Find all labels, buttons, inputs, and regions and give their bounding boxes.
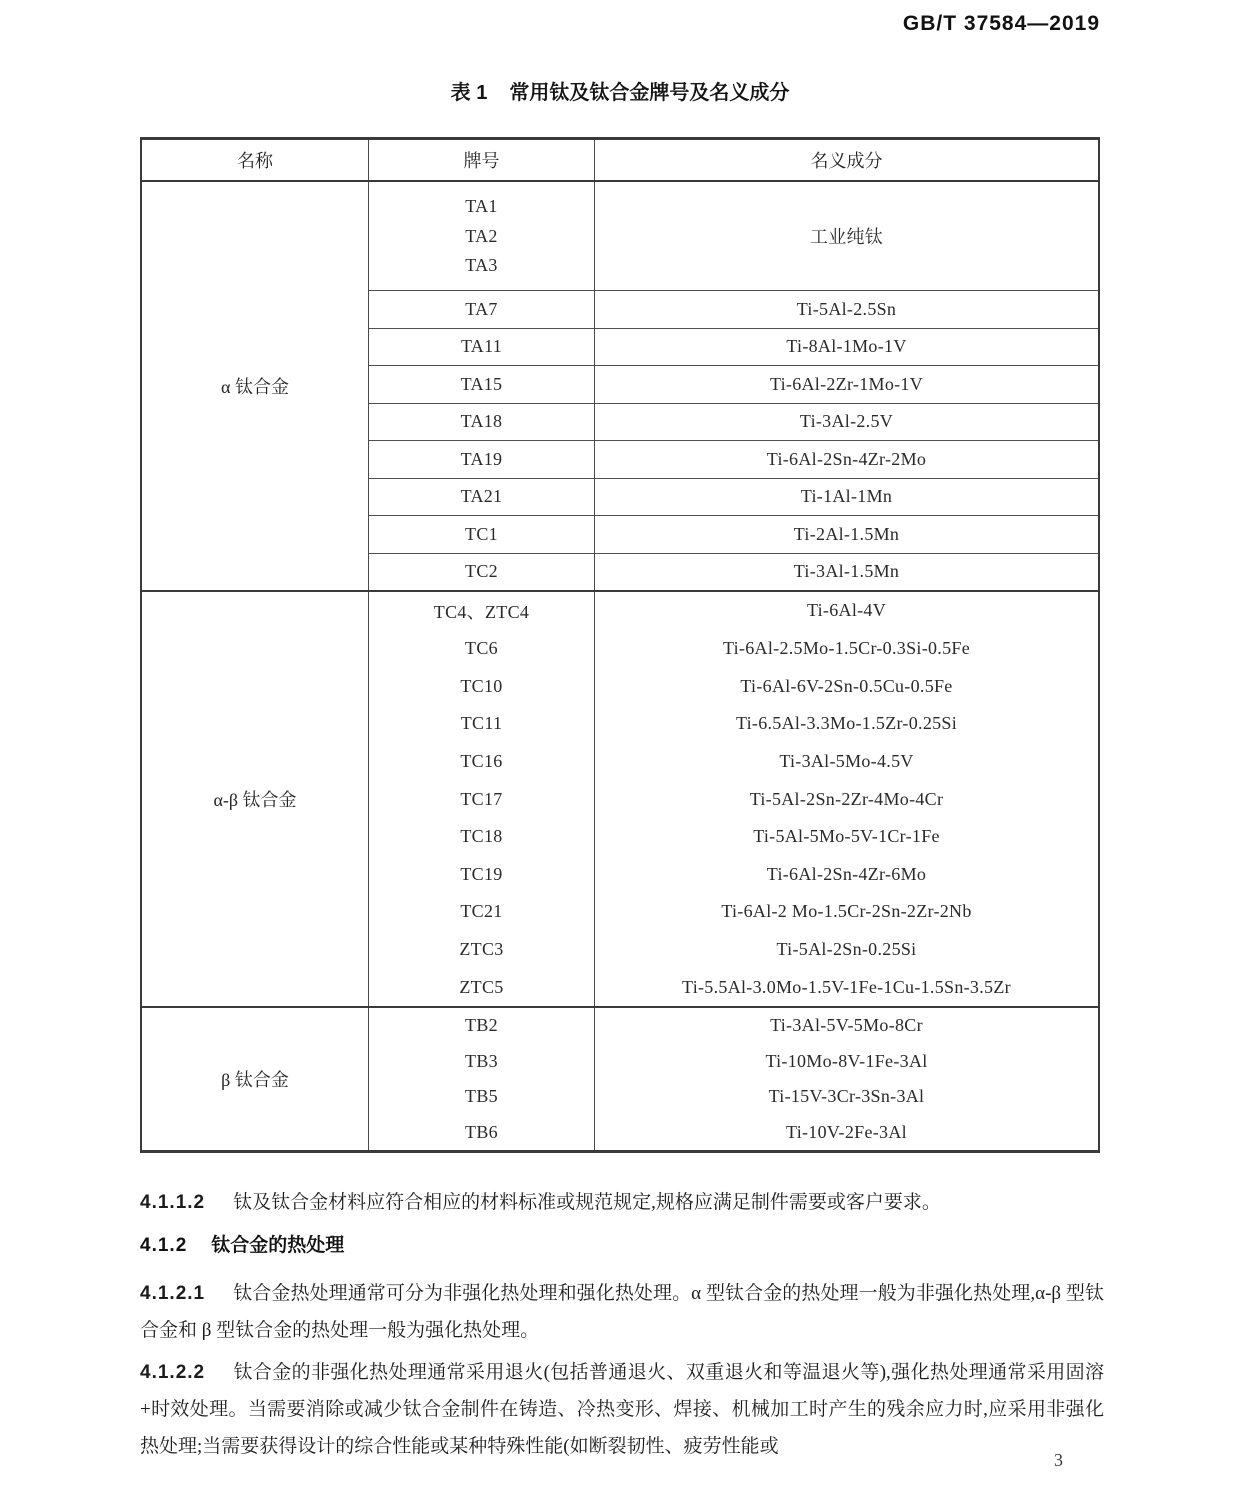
composition-cell: Ti-15V-3Cr-3Sn-3Al	[768, 1086, 925, 1107]
table-body	[142, 182, 1098, 1150]
grade-cell: TC2	[369, 554, 595, 591]
table-title-label: 表 1	[450, 82, 488, 104]
composition-cell: Ti-6Al-2Sn-4Zr-2Mo	[766, 448, 927, 469]
section-4-1-1-2	[140, 1184, 1104, 1221]
table-row	[369, 291, 1098, 329]
composition-cell: Ti-8Al-1Mo-1V	[786, 336, 907, 357]
section-4-1-2-2	[140, 1354, 1104, 1465]
composition-cell: Ti-10Mo-8V-1Fe-3Al	[765, 1050, 928, 1071]
table-row	[369, 743, 1098, 781]
grade-cell: TA18	[369, 404, 595, 441]
standard-number: GB/T 37584—2019	[902, 12, 1100, 35]
table-row	[369, 441, 1098, 479]
section-4-1-2-1	[140, 1275, 1104, 1349]
composition-cell: Ti-3Al-5Mo-4.5V	[779, 750, 914, 771]
grade-cell: TC16	[369, 743, 595, 781]
composition-cell: Ti-5Al-2Sn-0.25Si	[776, 939, 917, 960]
grade-cell: ZTC5	[369, 968, 595, 1006]
grade-cell: TA11	[369, 329, 595, 366]
composition-cell: Ti-6Al-6V-2Sn-0.5Cu-0.5Fe	[740, 675, 953, 696]
heading-text: 钛合金的热处理	[211, 1235, 345, 1256]
table-group	[142, 592, 1098, 1008]
group-name-cell: β 钛合金	[142, 1008, 369, 1150]
grade-cell: TC19	[369, 855, 595, 893]
composition-cell: Ti-5Al-2.5Sn	[796, 298, 897, 319]
table-row	[369, 780, 1098, 818]
paragraph-number: 4.1.2.1	[140, 1283, 206, 1304]
table-title	[0, 76, 1240, 105]
composition-cell: Ti-5Al-2Sn-2Zr-4Mo-4Cr	[749, 788, 944, 809]
grade-cell: TA7	[369, 291, 595, 328]
grade-cell: TC1	[369, 516, 595, 553]
table-row	[369, 667, 1098, 705]
composition-cell: Ti-3Al-1.5Mn	[793, 561, 900, 582]
heading-number: 4.1.2	[140, 1235, 188, 1256]
grade-cell: TB2	[369, 1008, 595, 1044]
composition-cell: Ti-5.5Al-3.0Mo-1.5V-1Fe-1Cu-1.5Sn-3.5Zr	[682, 976, 1011, 997]
table-row	[369, 479, 1098, 517]
grade-cell: TC10	[369, 667, 595, 705]
table-row	[369, 366, 1098, 404]
table-row	[369, 855, 1098, 893]
table-row	[369, 968, 1098, 1006]
composition-cell: Ti-10V-2Fe-3Al	[786, 1121, 907, 1142]
paragraph-number: 4.1.2.2	[140, 1362, 206, 1383]
group-name-cell: α-β 钛合金	[142, 592, 369, 1006]
column-header-composition: 名义成分	[810, 151, 883, 171]
grade-cell: TA15	[369, 366, 595, 403]
table-group	[142, 1008, 1098, 1150]
grade-cell: TB5	[369, 1079, 595, 1115]
table-group	[142, 182, 1098, 592]
table-header-row	[142, 140, 1098, 182]
paragraph-text: 钛合金热处理通常可分为非强化热处理和强化热处理。α 型钛合金的热处理一般为非强化热处理,α-β 型钛合金和 β 型钛合金的热处理一般为强化热处理。	[140, 1283, 1104, 1341]
composition-cell: Ti-3Al-2.5V	[799, 411, 894, 432]
heading-4-1-2	[140, 1227, 1104, 1264]
grade-line: TA2	[465, 225, 498, 246]
table-row	[369, 705, 1098, 743]
table-row	[369, 1008, 1098, 1044]
composition-cell: Ti-5Al-5Mo-5V-1Cr-1Fe	[753, 826, 940, 847]
grade-line: TA1	[465, 196, 498, 217]
composition-cell: Ti-6Al-2 Mo-1.5Cr-2Sn-2Zr-2Nb	[721, 901, 972, 922]
grade-line: TA3	[465, 254, 498, 275]
table-row	[369, 630, 1098, 668]
grade-cell: TB3	[369, 1044, 595, 1080]
paragraph-number: 4.1.1.2	[140, 1192, 206, 1213]
grade-cell: TC18	[369, 818, 595, 856]
composition-cell: Ti-6Al-4V	[806, 600, 887, 621]
page-number: 3	[1054, 1450, 1063, 1470]
composition-cell: 工业纯钛	[809, 227, 884, 247]
table-row	[369, 931, 1098, 969]
table-row	[369, 554, 1098, 591]
grade-cell: TA21	[369, 479, 595, 516]
composition-cell: Ti-3Al-5V-5Mo-8Cr	[770, 1015, 923, 1036]
group-rows	[369, 182, 1098, 590]
table-row	[369, 893, 1098, 931]
column-header-grade: 牌号	[369, 140, 595, 180]
table-row	[369, 404, 1098, 442]
table-row	[369, 516, 1098, 554]
paragraph-text: 钛及钛合金材料应符合相应的材料标准或规范规定,规格应满足制件需要或客户要求。	[233, 1192, 941, 1213]
table-row	[369, 329, 1098, 367]
alloy-table	[140, 137, 1100, 1153]
column-header-name: 名称	[142, 140, 369, 180]
table-row	[369, 1044, 1098, 1080]
table-title-text: 常用钛及钛合金牌号及名义成分	[509, 82, 790, 104]
grade-cell: ZTC3	[369, 931, 595, 969]
grade-cell: TA19	[369, 441, 595, 478]
grade-cell: TC4、ZTC4	[369, 592, 595, 630]
table-row	[369, 1115, 1098, 1151]
group-name-cell: α 钛合金	[142, 182, 369, 590]
grade-cell: TC17	[369, 780, 595, 818]
composition-cell: Ti-6.5Al-3.3Mo-1.5Zr-0.25Si	[735, 713, 958, 734]
body-text	[140, 1184, 1104, 1470]
grade-cell: TC11	[369, 705, 595, 743]
group-rows	[369, 592, 1098, 1006]
grade-cell	[369, 182, 595, 290]
composition-cell: Ti-6Al-2.5Mo-1.5Cr-0.3Si-0.5Fe	[723, 637, 970, 658]
paragraph-text: 钛合金的非强化热处理通常采用退火(包括普通退火、双重退火和等温退火等),强化热处理通常采用固溶+时效处理。当需要消除或减少钛合金制件在铸造、冷热变形、焊接、机械加工时产生的残余应力时,应采用非强化热处理;当需要获得设计的综合性能或某种特殊性能(如断裂韧性、疲劳性能或	[140, 1362, 1104, 1457]
table-row	[369, 1079, 1098, 1115]
table-row	[369, 818, 1098, 856]
grade-cell: TC21	[369, 893, 595, 931]
table-row	[369, 182, 1098, 291]
composition-cell: Ti-6Al-2Sn-4Zr-6Mo	[766, 863, 927, 884]
table-row	[369, 592, 1098, 630]
grade-cell: TC6	[369, 630, 595, 668]
composition-cell: Ti-1Al-1Mn	[800, 486, 893, 507]
grade-cell: TB6	[369, 1115, 595, 1151]
composition-cell: Ti-2Al-1.5Mn	[793, 523, 900, 544]
composition-cell: Ti-6Al-2Zr-1Mo-1V	[769, 373, 924, 394]
group-rows	[369, 1008, 1098, 1150]
